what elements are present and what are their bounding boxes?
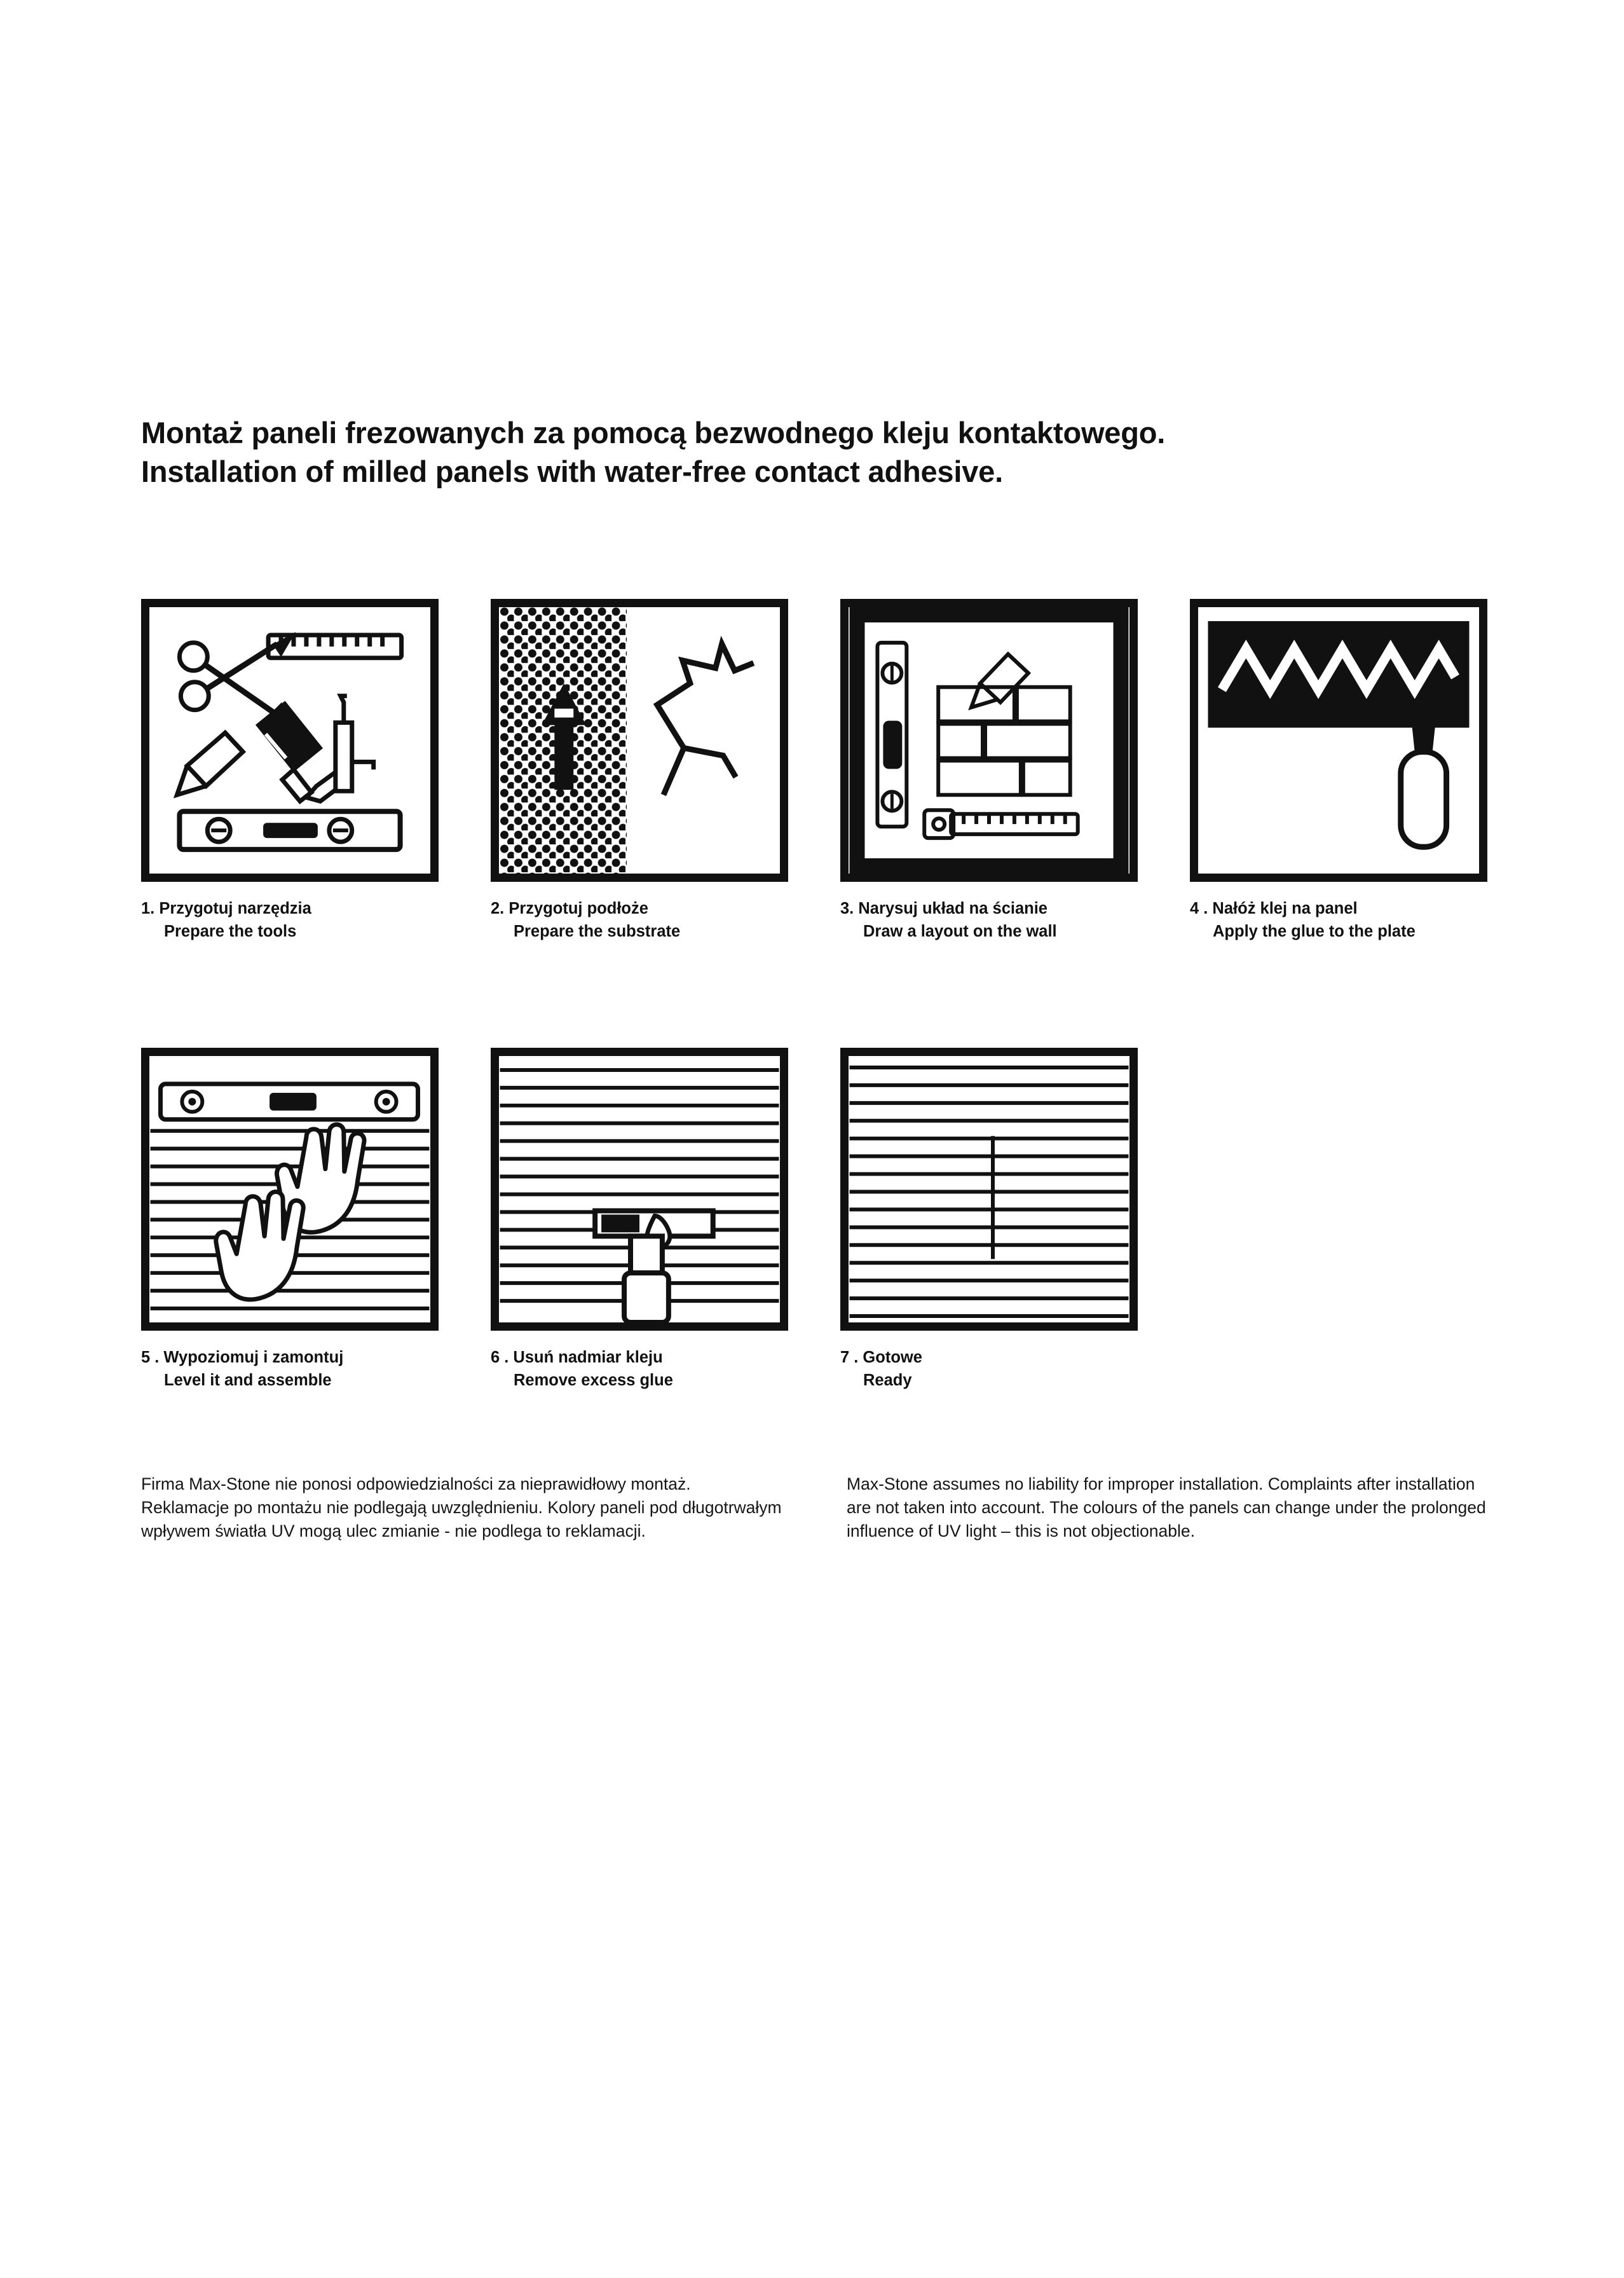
- step-4-label-pl: 4 . Nałóż klej na panel: [1190, 900, 1358, 917]
- step-3: [840, 599, 1190, 943]
- glue-application-icon: [1190, 599, 1487, 882]
- step-1-caption: [141, 897, 491, 943]
- substrate-primer-icon: [491, 599, 788, 882]
- step-7-caption: [840, 1346, 1190, 1392]
- remove-excess-glue-icon: [491, 1048, 788, 1331]
- step-1-label-pl: 1. Przygotuj narzędzia: [141, 900, 311, 917]
- step-1-label-en: Prepare the tools: [164, 923, 297, 941]
- steps-row-one: [141, 599, 1539, 943]
- step-2: [491, 599, 840, 943]
- step-2-label-en: Prepare the substrate: [514, 923, 681, 941]
- disclaimer-notes: [141, 1472, 1489, 1543]
- disclaimer-polish: Firma Max-Stone nie ponosi odpowiedzialności za nieprawidłowy montaż. Reklamacje po montażu nie podlegają uwzględnieniu. Kolory paneli pod długotrwałym wpływem światła UV mogą ulec zmianie - nie podlega to reklamacji.: [141, 1474, 782, 1541]
- step-3-label-en: Draw a layout on the wall: [863, 923, 1057, 941]
- step-6-label-en: Remove excess glue: [514, 1371, 673, 1390]
- level-and-mount-icon: [141, 1048, 439, 1331]
- step-6-caption: [491, 1346, 840, 1392]
- step-6: [491, 1048, 840, 1392]
- step-3-caption: [840, 897, 1190, 943]
- title-english: Installation of milled panels with water-free contact adhesive.: [141, 455, 1003, 489]
- step-3-label-pl: 3. Narysuj układ na ścianie: [840, 900, 1047, 917]
- finished-panel-icon: [840, 1048, 1138, 1331]
- disclaimer-english: Max-Stone assumes no liability for improper installation. Complaints after installation are not taken into account. The colours of the panels can change under the prolonged influence of UV light – this is not objectionable.: [847, 1474, 1486, 1541]
- page-title: [141, 413, 1489, 491]
- title-polish: Montaż paneli frezowanych za pomocą bezwodnego kleju kontaktowego.: [141, 416, 1166, 449]
- tools-icon: [141, 599, 439, 882]
- step-5-label-en: Level it and assemble: [164, 1371, 332, 1390]
- step-2-caption: [491, 897, 840, 943]
- step-6-label-pl: 6 . Usuń nadmiar kleju: [491, 1348, 663, 1366]
- step-7-label-en: Ready: [863, 1371, 912, 1390]
- step-4: [1190, 599, 1539, 943]
- step-7: [840, 1048, 1190, 1392]
- step-5-caption: [141, 1346, 491, 1392]
- step-7-label-pl: 7 . Gotowe: [840, 1348, 922, 1366]
- wall-layout-drawing-icon: [840, 599, 1138, 882]
- step-2-label-pl: 2. Przygotuj podłoże: [491, 900, 648, 917]
- step-5: [141, 1048, 491, 1392]
- step-4-label-en: Apply the glue to the plate: [1213, 923, 1416, 941]
- step-5-label-pl: 5 . Wypoziomuj i zamontuj: [141, 1348, 344, 1366]
- step-4-caption: [1190, 897, 1539, 943]
- steps-row-two: [141, 1048, 1190, 1392]
- step-1: [141, 599, 491, 943]
